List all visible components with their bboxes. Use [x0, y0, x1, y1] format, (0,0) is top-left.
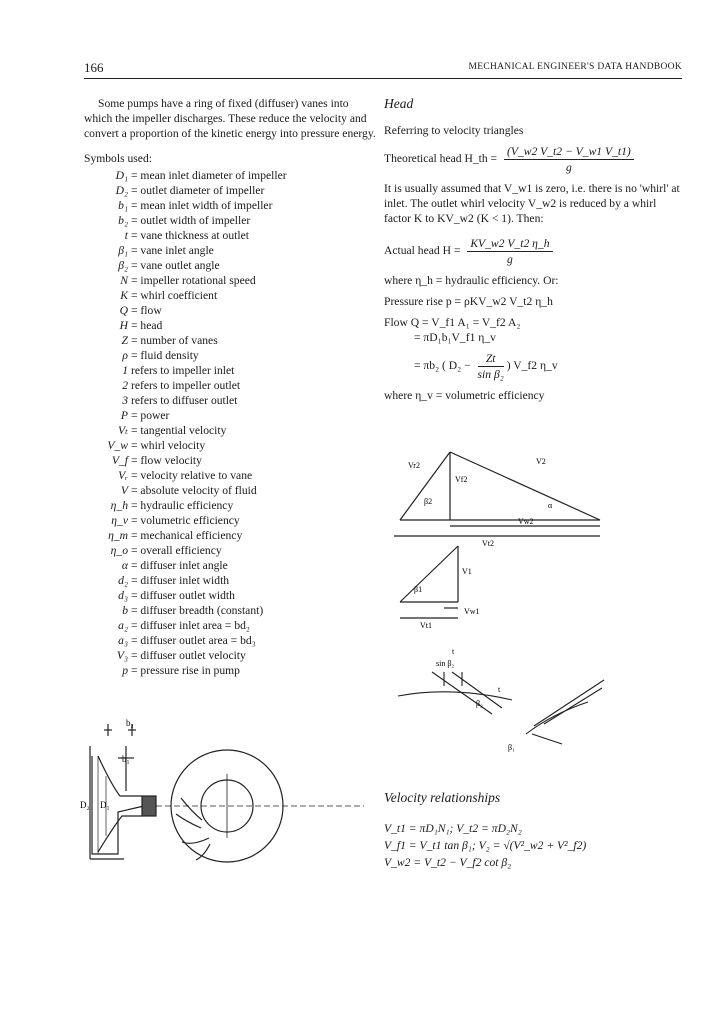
label-vw2: Vw2 — [518, 517, 534, 526]
symbol-row — [84, 588, 376, 603]
symbol-key: η_v — [111, 514, 128, 527]
symbol-definition: = overall efficiency — [131, 544, 222, 557]
symbol-row — [84, 228, 376, 243]
symbol-key: β₂ — [118, 259, 128, 272]
symbol-row — [84, 393, 376, 408]
symbol-row — [84, 258, 376, 273]
symbol-key: β₁ — [118, 244, 128, 257]
symbol-row — [84, 648, 376, 663]
label-vw1: Vw1 — [464, 607, 480, 616]
symbol-key: Vᵣ — [118, 469, 128, 482]
symbol-row — [84, 378, 376, 393]
head-heading: Head — [384, 96, 414, 111]
symbol-key: p — [122, 664, 128, 677]
symbol-definition: = diffuser breadth (constant) — [131, 604, 264, 617]
symbol-key: K — [120, 289, 128, 302]
velocity-relationships — [384, 790, 684, 876]
symbol-key: 3 — [122, 394, 128, 407]
symbol-definition: = number of vanes — [131, 334, 218, 347]
label-vt2: Vt2 — [482, 539, 494, 548]
triangles-intro: Referring to velocity triangles — [384, 124, 524, 137]
symbol-row — [84, 498, 376, 513]
label-blade-beta2: β₂ — [476, 699, 483, 708]
symbols-title: Symbols used: — [84, 152, 152, 165]
impeller-label-b2: b₂ — [126, 718, 134, 728]
label-v2: V2 — [536, 457, 546, 466]
flow-equation-2: = πD₁b₁V_f1 η_v — [414, 331, 496, 344]
symbol-definition: = vane inlet angle — [131, 244, 214, 257]
symbol-definition: = vane thickness at outlet — [131, 229, 249, 242]
label-vr2: Vr2 — [408, 461, 420, 470]
symbol-row — [84, 513, 376, 528]
symbol-row — [84, 333, 376, 348]
symbol-definition: refers to diffuser outlet — [131, 394, 238, 407]
symbol-definition: = flow velocity — [131, 454, 202, 467]
symbol-definition: = power — [131, 409, 170, 422]
symbol-definition: = absolute velocity of fluid — [131, 484, 257, 497]
symbol-row — [84, 483, 376, 498]
symbol-key: V_w — [107, 439, 128, 452]
velocity-equation-2: V_f1 = V_t1 tan β₁; V₂ = √(V²_w2 + V²_f2) — [384, 839, 587, 852]
flow-equation-3: = πb₂ ( D₂ − $\frac{Zt}{\text{sin β₂}}$ ) V_f2 η_v — [414, 352, 558, 381]
symbol-definition: = diffuser inlet width — [131, 574, 230, 587]
inlet-velocity-triangle — [396, 542, 506, 632]
symbol-row — [84, 603, 376, 618]
symbol-row — [84, 348, 376, 363]
volumetric-efficiency-note: where η_v = volumetric efficiency — [384, 389, 545, 402]
symbol-definition: = diffuser outlet velocity — [131, 649, 246, 662]
symbol-row — [84, 318, 376, 333]
symbol-definition: = diffuser outlet area = bd₃ — [131, 634, 256, 647]
symbol-key: N — [120, 274, 128, 287]
symbol-row — [84, 663, 376, 678]
impeller-diagram — [80, 716, 374, 866]
label-t2: t — [498, 685, 501, 694]
label-vt1: Vt1 — [420, 621, 432, 630]
label-vf2: Vf2 — [455, 475, 468, 484]
right-column — [384, 96, 684, 409]
symbol-key: ρ — [122, 349, 128, 362]
symbol-key: H — [119, 319, 128, 332]
symbol-row — [84, 213, 376, 228]
symbol-row — [84, 288, 376, 303]
symbol-key: α — [121, 559, 128, 572]
symbol-row — [84, 468, 376, 483]
symbol-row — [84, 558, 376, 573]
symbol-row — [84, 453, 376, 468]
assumption-paragraph: It is usually assumed that V_w1 is zero, i.e. there is no 'whirl' at inlet. The outlet whirl velocity V_w2 is reduced by a whirl factor K to KV_w2 (K < 1). Then: — [384, 182, 680, 225]
symbol-key: η_o — [110, 544, 128, 557]
symbol-definition: = flow — [131, 304, 162, 317]
label-blade-beta1: β₁ — [508, 743, 515, 752]
symbol-definition: = fluid density — [131, 349, 199, 362]
label-beta1: β1 — [414, 585, 423, 594]
symbol-key: D₁ — [115, 169, 128, 182]
label-v1: V1 — [462, 567, 472, 576]
symbol-key: a₂ — [118, 619, 128, 632]
symbol-definition: = velocity relative to vane — [131, 469, 253, 482]
symbol-key: Vₜ — [118, 424, 128, 437]
symbol-definition: = diffuser inlet area = bd₂ — [131, 619, 250, 632]
symbol-row — [84, 618, 376, 633]
symbol-row — [84, 273, 376, 288]
symbol-row — [84, 198, 376, 213]
symbol-definition: = volumetric efficiency — [131, 514, 240, 527]
symbol-definition: = outlet diameter of impeller — [131, 184, 265, 197]
symbol-key: 1 — [122, 364, 128, 377]
symbol-key: a₃ — [118, 634, 128, 647]
label-alpha: α — [548, 501, 553, 510]
velocity-equation-1: V_t1 = πD₁N₁; V_t2 = πD₂N₂ — [384, 822, 522, 835]
symbol-definition: refers to impeller outlet — [131, 379, 241, 392]
flow-equation-1: Flow Q = V_f1 A₁ = V_f2 A₂ — [384, 316, 521, 329]
symbol-key: D₂ — [115, 184, 128, 197]
symbol-row — [84, 423, 376, 438]
symbol-definition: = outlet width of impeller — [131, 214, 251, 227]
symbol-key: V₃ — [116, 649, 128, 662]
symbol-row — [84, 303, 376, 318]
symbol-key: d₃ — [118, 589, 128, 602]
symbol-row — [84, 363, 376, 378]
symbol-key: V — [120, 484, 128, 497]
symbol-key: 2 — [122, 379, 128, 392]
symbol-definition: refers to impeller inlet — [131, 364, 235, 377]
symbols-list — [84, 168, 376, 678]
hydraulic-efficiency-note: where η_h = hydraulic efficiency. Or: — [384, 274, 559, 287]
symbol-definition: = whirl velocity — [131, 439, 206, 452]
page-number: 166 — [84, 60, 104, 75]
intro-paragraph: Some pumps have a ring of fixed (diffuser) vanes into which the impeller discharges. These reduce the velocity and convert a proportion of the kinetic energy into pressure energy. — [84, 97, 376, 140]
label-beta2: β2 — [424, 497, 433, 506]
symbol-key: b₂ — [118, 214, 128, 227]
running-title: MECHANICAL ENGINEER'S DATA HANDBOOK — [468, 62, 682, 72]
velocity-equation-3: V_w2 = V_t2 − V_f2 cot β₂ — [384, 856, 512, 869]
symbol-row — [84, 543, 376, 558]
symbol-key: t — [124, 229, 128, 242]
symbol-definition: = vane outlet angle — [131, 259, 220, 272]
symbol-row — [84, 633, 376, 648]
left-column — [84, 96, 376, 678]
symbol-key: b₁ — [118, 199, 128, 212]
symbol-definition: = hydraulic efficiency — [131, 499, 234, 512]
impeller-label-d2: D₂ — [80, 800, 90, 810]
pressure-rise-equation: Pressure rise p = ρKV_w2 V_t2 η_h — [384, 295, 553, 308]
symbol-definition: = impeller rotational speed — [131, 274, 256, 287]
symbol-row — [84, 528, 376, 543]
symbol-row — [84, 243, 376, 258]
velocity-heading: Velocity relationships — [384, 790, 501, 805]
impeller-label-b1: b₁ — [122, 754, 130, 764]
symbol-definition: = whirl coefficient — [131, 289, 218, 302]
symbol-row — [84, 183, 376, 198]
symbol-key: η_h — [110, 499, 128, 512]
symbol-key: η_m — [108, 529, 128, 542]
symbol-definition: = mechanical efficiency — [131, 529, 243, 542]
symbol-key: Q — [119, 304, 128, 317]
symbol-definition: = head — [131, 319, 163, 332]
symbol-definition: = diffuser outlet width — [131, 589, 235, 602]
blade-geometry-diagram — [392, 644, 622, 756]
header-rule — [84, 78, 682, 79]
symbol-key: b — [122, 604, 128, 617]
symbol-definition: = diffuser inlet angle — [131, 559, 228, 572]
symbol-definition: = mean inlet width of impeller — [131, 199, 273, 212]
theoretical-head-equation: Theoretical head H_th = $\frac{(V\_w2 V\_t2 - V\_w1 V\_t1)}{g}$ — [384, 144, 684, 175]
symbol-definition: = pressure rise in pump — [131, 664, 240, 677]
symbol-key: P — [120, 409, 128, 422]
actual-head-equation: Actual head H = $\frac{KV\_w2 V\_t2 \eta\_h}{g}$ — [384, 236, 684, 267]
symbol-row — [84, 408, 376, 423]
impeller-label-d1: D₁ — [100, 800, 110, 810]
symbol-key: Z — [121, 334, 128, 347]
symbol-key: V_f — [111, 454, 128, 467]
symbol-definition: = tangential velocity — [131, 424, 227, 437]
symbol-definition: = mean inlet diameter of impeller — [131, 169, 287, 182]
outlet-velocity-triangle — [390, 450, 610, 550]
label-t-sin-beta2: sin β₂ — [436, 659, 455, 668]
label-t: t — [452, 647, 455, 656]
symbol-key: d₂ — [118, 574, 128, 587]
symbol-row — [84, 168, 376, 183]
symbol-row — [84, 573, 376, 588]
symbol-row — [84, 438, 376, 453]
